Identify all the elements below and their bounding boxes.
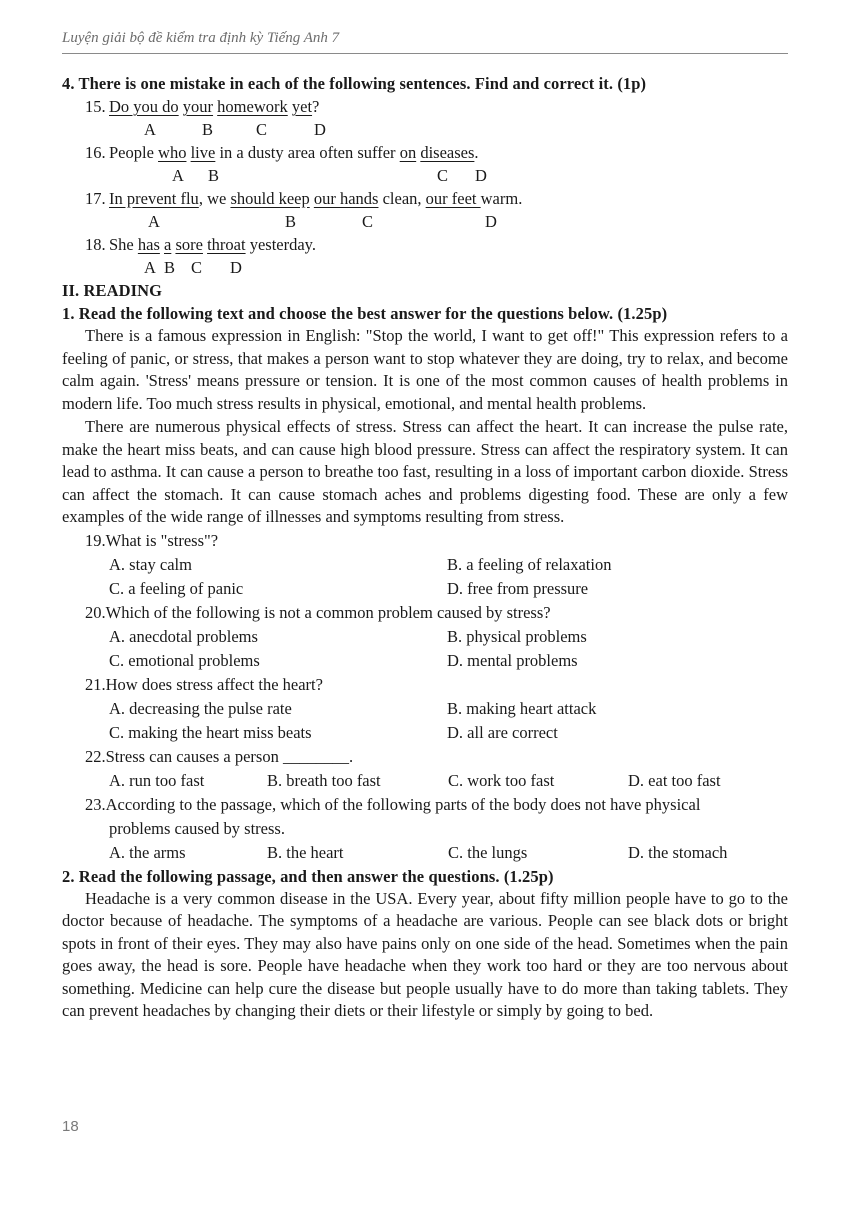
- page-number: 18: [62, 1118, 79, 1135]
- question-20: [62, 601, 788, 625]
- error-item-15: [62, 95, 788, 118]
- underlined-segment: our feet: [425, 189, 481, 208]
- page-content: [62, 72, 788, 1023]
- letter-a: A: [148, 212, 160, 231]
- sentence-segment: in a dusty area often suffer: [215, 143, 400, 162]
- letter-b: B: [202, 120, 214, 139]
- underlined-segment: diseases: [420, 143, 475, 162]
- question-number: 19.: [85, 530, 106, 550]
- question-23: [62, 793, 788, 817]
- option-c: C. the lungs: [448, 842, 528, 862]
- question-23-continuation: problems caused by stress.: [109, 818, 285, 838]
- letter-d: D: [230, 258, 242, 277]
- passage-2-paragraph: Headache is a very common disease in the USA. Every year, about fifty million people have to go to the doctor because of headache. The symptoms of a headache are various. People can see black dots or bright spots in front of their eyes. They may also have pains only on one side of the head. Sometimes when the pain goes away, the head is sore. People have headache when they work too hard or they are too nervous about something. Medicine can help cure the disease but people usually have to do more than taking tablets. They can prevent headaches by changing their diets or their lifestyle or simply by going to bed.: [62, 888, 788, 1020]
- option-letters-18: [62, 256, 788, 279]
- option-a: A. decreasing the pulse rate: [109, 698, 292, 718]
- question-19: [62, 529, 788, 553]
- letter-d: D: [475, 166, 487, 185]
- option-a: A. run too fast: [109, 770, 205, 790]
- item-number: 17.: [85, 189, 106, 208]
- question-22: [62, 745, 788, 769]
- passage-1-paragraph-1: There is a famous expression in English: "Stop the world, I want to get off!" This expression refers to a feeling of panic, or stress, that makes a person want to stop whatever they are doing, try to relax, and become calm again. 'Stress' means pressure or tension. It is one of the most common causes of health problems in modern life. Too much stress results in physical, emotional, and mental health problems.: [62, 326, 788, 413]
- option-d: D. free from pressure: [447, 578, 589, 598]
- letter-b: B: [164, 258, 176, 277]
- question-20-options-row-1: [62, 625, 788, 649]
- option-b: B. making heart attack: [447, 698, 597, 718]
- option-d: D. eat too fast: [628, 770, 721, 790]
- option-a: A. stay calm: [109, 554, 192, 574]
- underlined-segment: should keep: [230, 189, 310, 208]
- letter-b: B: [285, 212, 297, 231]
- underlined-segment: your: [182, 97, 214, 116]
- sentence-segment: yesterday.: [245, 235, 316, 254]
- question-19-options-row-1: [62, 553, 788, 577]
- question-21: [62, 673, 788, 697]
- sentence-segment: She: [109, 235, 138, 254]
- item-sentence: [109, 143, 479, 162]
- question-23-options: [62, 841, 788, 865]
- underlined-segment: homework: [217, 97, 288, 116]
- error-item-17: [62, 187, 788, 210]
- question-text: How does stress affect the heart?: [105, 674, 323, 694]
- underlined-segment: on: [399, 143, 417, 162]
- option-c: C. making the heart miss beats: [109, 722, 312, 742]
- question-21-options-row-2: [62, 721, 788, 745]
- sentence-segment: clean,: [378, 189, 426, 208]
- option-letters-15: [62, 118, 788, 141]
- item-sentence: [109, 189, 522, 208]
- section-4-heading: 4. There is one mistake in each of the following sentences. Find and correct it. (1p): [62, 74, 647, 93]
- letter-a: A: [144, 120, 156, 139]
- question-number: 20.: [85, 602, 106, 622]
- option-letters-17: [62, 210, 788, 233]
- option-b: B. the heart: [267, 842, 344, 862]
- error-item-16: [62, 141, 788, 164]
- underlined-segment: a: [164, 235, 172, 254]
- sentence-segment: warm.: [480, 189, 523, 208]
- underlined-segment: yet: [291, 97, 313, 116]
- letter-a: A: [144, 258, 156, 277]
- option-c: C. emotional problems: [109, 650, 260, 670]
- item-number: 16.: [85, 143, 106, 162]
- question-text: According to the passage, which of the following parts of the body does not have physical: [105, 794, 701, 814]
- letter-c: C: [191, 258, 203, 277]
- option-d: D. mental problems: [447, 650, 578, 670]
- question-text: Which of the following is not a common problem caused by stress?: [105, 602, 551, 622]
- item-number: 15.: [85, 97, 106, 116]
- option-c: C. a feeling of panic: [109, 578, 244, 598]
- running-header: Luyện giải bộ đề kiểm tra định kỳ Tiếng Anh 7: [62, 30, 340, 46]
- item-sentence: [109, 97, 319, 116]
- letter-c: C: [362, 212, 374, 231]
- question-text: Stress can causes a person ________.: [105, 746, 354, 766]
- sentence-segment: , we: [198, 189, 231, 208]
- option-a: A. the arms: [109, 842, 186, 862]
- item-sentence: [109, 235, 316, 254]
- underlined-segment: who: [158, 143, 187, 162]
- reading-part-2-heading: 2. Read the following passage, and then answer the questions. (1.25p): [62, 866, 554, 886]
- question-22-options: [62, 769, 788, 793]
- error-item-18: [62, 233, 788, 256]
- underlined-segment: has: [137, 235, 160, 254]
- passage-1-paragraph-2: There are numerous physical effects of stress. Stress can affect the heart. It can increase the pulse rate, make the heart miss beats, and can cause high blood pressure. Stress can affect the respiratory system. It can lead to asthma. It can cause a person to breathe too fast, resulting in a loss of important carbon dioxide. Stress can affect the stomach. It can cause stomach aches and problems digesting food. These are only a few examples of the wide range of illnesses and symptoms resulting from stress.: [62, 417, 788, 526]
- question-20-options-row-2: [62, 649, 788, 673]
- question-19-options-row-2: [62, 577, 788, 601]
- sentence-segment: People: [109, 143, 159, 162]
- question-text: What is "stress"?: [105, 530, 219, 550]
- reading-heading: II. READING: [62, 281, 163, 300]
- option-b: B. breath too fast: [267, 770, 381, 790]
- underlined-segment: sore: [175, 235, 203, 254]
- option-d: D. the stomach: [628, 842, 728, 862]
- question-number: 22.: [85, 746, 106, 766]
- option-letters-16: [62, 164, 788, 187]
- item-number: 18.: [85, 235, 106, 254]
- question-21-options-row-1: [62, 697, 788, 721]
- option-b: B. physical problems: [447, 626, 587, 646]
- reading-part-1-heading: 1. Read the following text and choose the best answer for the questions below. (1.25p): [62, 304, 668, 323]
- header-divider: [62, 53, 788, 54]
- letter-d: D: [485, 212, 497, 231]
- underlined-segment: throat: [207, 235, 246, 254]
- underlined-segment: our hands: [313, 189, 379, 208]
- letter-c: C: [256, 120, 268, 139]
- letter-b: B: [208, 166, 220, 185]
- letter-a: A: [172, 166, 184, 185]
- underlined-segment: Do you do: [109, 97, 179, 116]
- underlined-segment: In prevent flu: [109, 189, 199, 208]
- option-a: A. anecdotal problems: [109, 626, 258, 646]
- sentence-segment: .: [474, 143, 479, 162]
- question-number: 21.: [85, 674, 106, 694]
- option-b: B. a feeling of relaxation: [447, 554, 612, 574]
- question-number: 23.: [85, 794, 106, 814]
- sentence-segment: ?: [312, 97, 320, 116]
- underlined-segment: live: [190, 143, 216, 162]
- option-c: C. work too fast: [448, 770, 555, 790]
- letter-c: C: [437, 166, 449, 185]
- option-d: D. all are correct: [447, 722, 558, 742]
- letter-d: D: [314, 120, 326, 139]
